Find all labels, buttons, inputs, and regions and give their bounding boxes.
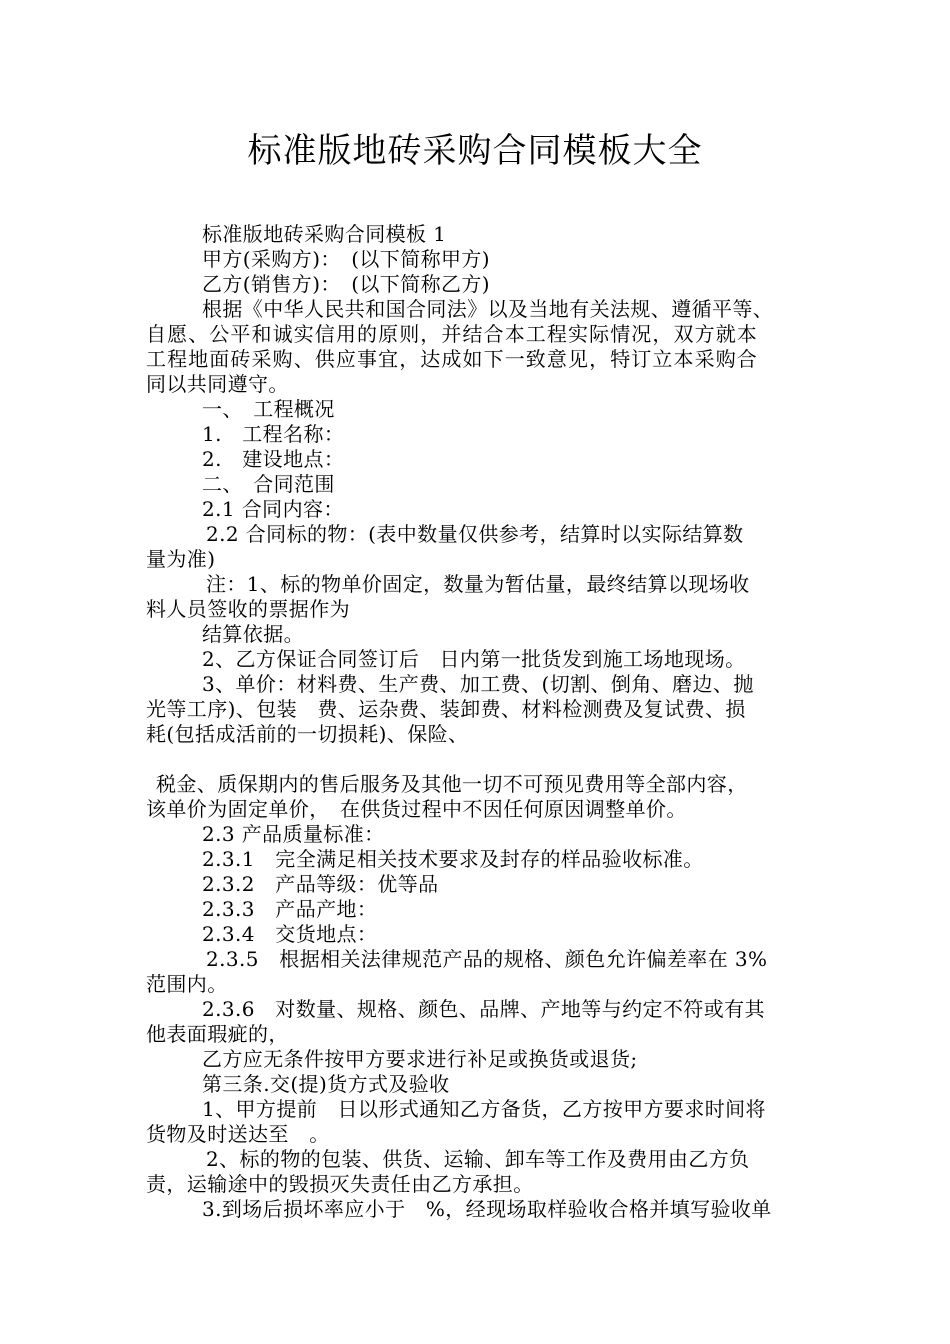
paragraph-line: 2.3.5 根据相关法律规范产品的规格、颜色允许偏差率在 3% — [206, 947, 768, 971]
paragraph-line: 量为准) — [146, 547, 216, 571]
paragraph-line: 根据《中华人民共和国合同法》以及当地有关法规、遵循平等、 — [202, 297, 774, 321]
paragraph-line: 责，运输途中的毁损灭失责任由乙方承担。 — [146, 1172, 534, 1196]
paragraph-line: 注：1、标的物单价固定，数量为暂估量，最终结算以现场收 — [206, 572, 750, 596]
paragraph-line: 自愿、公平和诚实信用的原则，并结合本工程实际情况，双方就本 — [146, 322, 758, 346]
paragraph-line: 3、单价：材料费、生产费、加工费、(切割、倒角、磨边、抛 — [202, 672, 754, 696]
paragraph-line: 范围内。 — [146, 972, 228, 996]
paragraph-line: 3.到场后损坏率应小于 %，经现场取样验收合格并填写验收单 — [202, 1197, 772, 1221]
section-heading: 第三条.交(提)货方式及验收 — [202, 1072, 450, 1096]
paragraph-line: 2.3.3 产品产地： — [202, 897, 378, 921]
paragraph-line: 2.1 合同内容： — [202, 497, 344, 521]
paragraph-line: 同以共同遵守。 — [146, 372, 289, 396]
paragraph-line: 2、乙方保证合同签订后 日内第一批货发到施工场地现场。 — [202, 647, 746, 671]
paragraph-line: 税金、质保期内的售后服务及其他一切不可预见费用等全部内容， — [156, 772, 748, 796]
paragraph-line: 结算依据。 — [202, 622, 304, 646]
paragraph-line: 料人员签收的票据作为 — [146, 597, 350, 621]
paragraph-line: 2.3.6 对数量、规格、颜色、品牌、产地等与约定不符或有其 — [202, 997, 765, 1021]
paragraph-line: 该单价为固定单价， 在供货过程中不因任何原因调整单价。 — [146, 797, 687, 821]
paragraph-line: 2、标的物的包装、供货、运输、卸车等工作及费用由乙方负 — [206, 1147, 750, 1171]
paragraph-line: 工程地面砖采购、供应事宜，达成如下一致意见，特订立本采购合 — [146, 347, 758, 371]
paragraph-line: 他表面瑕疵的， — [146, 1022, 289, 1046]
paragraph-line: 2.3.1 完全满足相关技术要求及封存的样品验收标准。 — [202, 847, 704, 871]
paragraph-line: 1、甲方提前 日以形式通知乙方备货，乙方按甲方要求时间将 — [202, 1097, 766, 1121]
paragraph-line: 2.3.4 交货地点： — [202, 922, 378, 946]
paragraph-line: 2.3 产品质量标准： — [202, 822, 385, 846]
paragraph-line: 耗(包括成活前的一切损耗)、保险、 — [146, 722, 469, 746]
paragraph-line: 标准版地砖采购合同模板 1 — [202, 222, 447, 246]
paragraph-line: 2. 建设地点： — [202, 447, 345, 471]
paragraph-line: 2.3.2 产品等级：优等品 — [202, 872, 439, 896]
section-heading: 一、 工程概况 — [202, 397, 335, 421]
paragraph-line: 乙方应无条件按甲方要求进行补足或换货或退货; — [202, 1047, 638, 1071]
paragraph-line: 乙方(销售方)： (以下简称乙方) — [202, 272, 491, 296]
section-heading: 二、 合同范围 — [202, 472, 335, 496]
paragraph-line: 2.2 合同标的物：(表中数量仅供参考，结算时以实际结算数 — [206, 522, 744, 546]
paragraph-line: 货物及时送达至 。 — [146, 1122, 330, 1146]
paragraph-line: 甲方(采购方)： (以下简称甲方) — [202, 247, 491, 271]
document-body — [146, 222, 816, 1222]
paragraph-line: 光等工序)、包装 费、运杂费、装卸费、材料检测费及复试费、损 — [146, 697, 746, 721]
document-title: 标准版地砖采购合同模板大全 — [247, 131, 703, 171]
paragraph-line: 1. 工程名称： — [202, 422, 345, 446]
paragraph-gap — [146, 747, 816, 772]
